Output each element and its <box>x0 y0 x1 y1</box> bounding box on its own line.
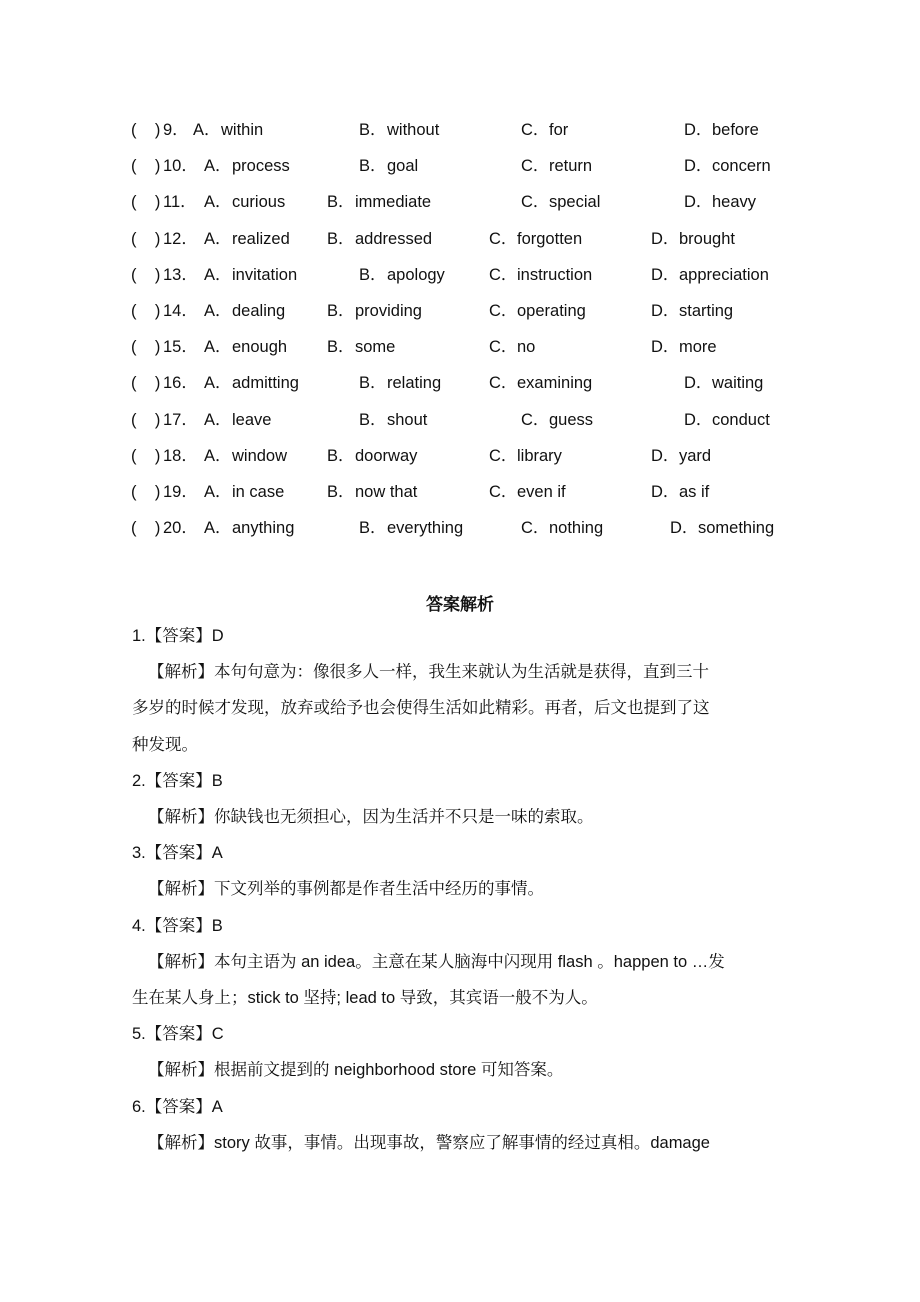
option-text: yard <box>679 446 712 465</box>
answer-blank: ( ) <box>131 265 161 284</box>
question-number: 11． <box>163 193 197 212</box>
answer-blank: ( ) <box>131 446 161 465</box>
option-text: realized <box>232 229 290 248</box>
option-text: even if <box>517 483 566 501</box>
option-text: enough <box>232 338 288 357</box>
option-label: A． <box>204 302 232 320</box>
option-text: admitting <box>232 374 299 393</box>
option-label: C． <box>521 121 550 139</box>
option-text: instruction <box>517 265 593 284</box>
option-text: return <box>549 157 593 176</box>
option-label: B． <box>359 374 387 393</box>
analysis-line: 【解析】下文列举的事例都是作者生活中经历的事情。 <box>148 880 544 899</box>
answer-blank: ( ) <box>131 302 161 320</box>
option-label: B． <box>359 519 387 538</box>
answer-line: 4.【答案】B <box>132 916 223 935</box>
question-number: 20． <box>163 519 198 538</box>
option-label: D． <box>684 374 713 393</box>
option-label: D． <box>684 410 713 429</box>
option-label: B． <box>327 193 355 212</box>
option-text: doorway <box>355 446 418 465</box>
option-text: for <box>549 121 569 139</box>
option-text: starting <box>679 302 734 320</box>
option-text: relating <box>387 374 442 393</box>
answer-blank: ( ) <box>131 193 161 212</box>
option-label: C． <box>489 265 518 284</box>
option-label: A． <box>204 483 232 501</box>
option-label: B． <box>359 265 387 284</box>
analysis-line: 【解析】本句主语为 an idea。主意在某人脑海中闪现用 flash 。happen to …发 <box>148 952 725 971</box>
option-label: B． <box>327 338 355 357</box>
option-text: leave <box>232 410 272 429</box>
question-number: 17． <box>163 410 198 429</box>
option-label: C． <box>489 229 518 248</box>
answer-blank: ( ) <box>131 157 161 176</box>
answer-line: 3.【答案】A <box>132 844 223 863</box>
option-text: everything <box>387 519 464 538</box>
option-label: A． <box>204 374 232 393</box>
option-label: D． <box>651 446 680 465</box>
option-label: A． <box>204 193 232 212</box>
answer-line: 生在某人身上；stick to 坚持; lead to 导致，其宾语一般不为人。 <box>132 989 598 1007</box>
option-text: before <box>712 121 759 139</box>
option-text: immediate <box>355 193 432 212</box>
option-text: as if <box>679 483 710 501</box>
option-label: B． <box>359 157 387 176</box>
option-text: appreciation <box>679 265 769 284</box>
analysis-line: 【解析】你缺钱也无须担心，因为生活并不只是一味的索取。 <box>148 808 594 826</box>
answer-blank: ( ) <box>131 229 161 248</box>
answer-line: 2.【答案】B <box>132 771 223 790</box>
analysis-line: 【解析】根据前文提到的 neighborhood store 可知答案。 <box>148 1061 564 1080</box>
option-label: D． <box>684 121 713 139</box>
option-label: B． <box>327 229 355 248</box>
answer-blank: ( ) <box>131 483 161 501</box>
option-label: C． <box>521 519 550 538</box>
option-label: B． <box>327 302 355 320</box>
option-label: D． <box>651 229 680 248</box>
option-label: A． <box>204 338 232 357</box>
option-label: D． <box>651 483 680 501</box>
option-label: A． <box>204 446 232 465</box>
option-text: anything <box>232 519 295 538</box>
option-label: A． <box>204 265 232 284</box>
option-label: B． <box>327 483 355 501</box>
option-text: curious <box>232 193 286 212</box>
answer-line: 6.【答案】A <box>132 1097 223 1116</box>
option-label: D． <box>651 265 680 284</box>
option-label: D． <box>651 338 680 357</box>
analysis-line: 【解析】本句句意为：像很多人一样，我生来就认为生活就是获得，直到三十 <box>148 663 709 682</box>
option-text: providing <box>355 302 422 320</box>
option-text: in case <box>232 483 285 501</box>
option-text: conduct <box>712 410 770 429</box>
question-number: 10． <box>163 157 198 176</box>
option-text: concern <box>712 157 771 176</box>
answer-line: 1.【答案】D <box>132 627 224 645</box>
option-text: process <box>232 157 290 176</box>
option-text: library <box>517 446 562 465</box>
option-text: goal <box>387 157 419 176</box>
answer-blank: ( ) <box>131 410 161 429</box>
option-text: dealing <box>232 302 286 320</box>
option-label: A． <box>204 519 232 538</box>
option-text: something <box>698 519 775 538</box>
option-text: some <box>355 338 396 357</box>
option-label: A． <box>204 229 232 248</box>
option-text: apology <box>387 265 445 284</box>
analysis-line: 【解析】story 故事，事情。出现事故，警察应了解事情的经过真相。damage <box>148 1133 710 1152</box>
question-number: 18． <box>163 446 198 465</box>
option-label: A． <box>204 157 232 176</box>
question-number: 13． <box>163 265 198 284</box>
question-number: 12． <box>163 229 198 248</box>
option-text: guess <box>549 410 594 429</box>
option-label: B． <box>359 410 387 429</box>
option-label: D． <box>651 302 680 320</box>
option-label: C． <box>521 157 550 176</box>
option-text: shout <box>387 410 428 429</box>
answer-blank: ( ) <box>131 374 161 393</box>
option-label: A． <box>193 121 221 139</box>
option-text: waiting <box>712 374 764 393</box>
answer-blank: ( ) <box>131 519 161 538</box>
option-label: B． <box>327 446 355 465</box>
option-text: window <box>232 446 288 465</box>
option-text: heavy <box>712 193 757 212</box>
option-text: no <box>517 338 536 357</box>
option-label: D． <box>670 519 699 538</box>
option-label: A． <box>204 410 232 429</box>
option-label: C． <box>521 193 550 212</box>
option-text: forgotten <box>517 229 583 248</box>
option-label: C． <box>521 410 550 429</box>
option-text: within <box>221 121 264 139</box>
option-text: examining <box>517 374 593 393</box>
option-label: C． <box>489 446 518 465</box>
answer-line: 种发现。 <box>132 735 198 754</box>
option-text: now that <box>355 483 418 501</box>
option-label: D． <box>684 193 713 212</box>
option-text: invitation <box>232 265 298 284</box>
answer-blank: ( ) <box>131 338 161 357</box>
option-text: special <box>549 193 601 212</box>
option-label: C． <box>489 483 518 501</box>
answers-title: 答案解析 <box>426 595 494 614</box>
option-text: without <box>387 121 440 139</box>
question-number: 19． <box>163 483 198 501</box>
option-label: C． <box>489 302 518 320</box>
option-text: addressed <box>355 229 433 248</box>
option-label: B． <box>359 121 387 139</box>
option-text: brought <box>679 229 735 248</box>
answer-blank: ( ) <box>131 121 161 139</box>
option-text: nothing <box>549 519 604 538</box>
option-label: D． <box>684 157 713 176</box>
question-number: 14． <box>163 302 198 320</box>
option-text: more <box>679 338 717 357</box>
option-label: C． <box>489 374 518 393</box>
option-text: operating <box>517 302 586 320</box>
question-number: 15． <box>163 338 198 357</box>
answer-line: 5.【答案】C <box>132 1025 224 1044</box>
answer-line: 多岁的时候才发现，放弃或给予也会使得生活如此精彩。再者，后文也提到了这 <box>132 699 710 718</box>
question-number: 9． <box>163 121 189 139</box>
option-label: C． <box>489 338 518 357</box>
question-number: 16． <box>163 374 198 393</box>
